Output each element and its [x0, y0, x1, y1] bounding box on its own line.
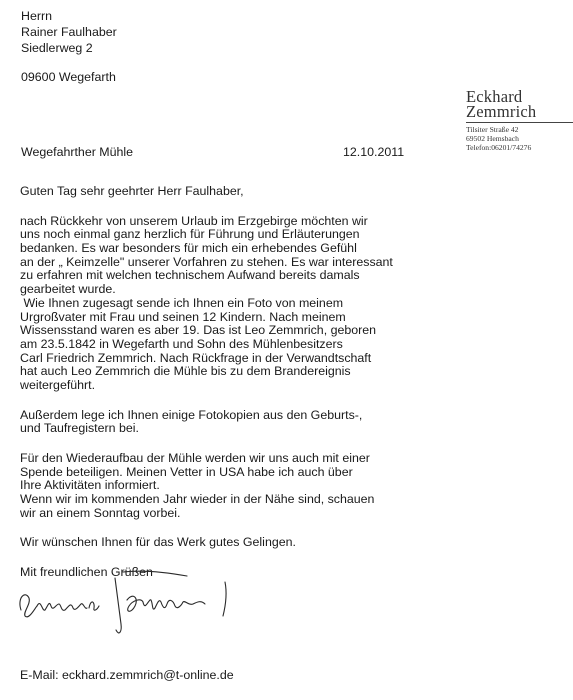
body-line: Spende beteiligen. Meinen Vetter in USA habe ich auch über — [20, 464, 353, 479]
recipient-name: Rainer Faulhaber — [21, 25, 117, 39]
letterhead-first-name: Eckhard — [466, 87, 523, 106]
paragraph-2 — [20, 409, 393, 436]
body-line: Außerdem lege ich Ihnen einige Fotokopien aus den Geburts-, — [20, 407, 363, 422]
letterhead-street: Tilsiter Straße 42 — [466, 125, 519, 134]
body-line: Urgroßvater mit Frau und seinen 12 Kindern. Nach meinem — [20, 309, 346, 324]
paragraph-3 — [20, 452, 393, 520]
body-line: uns noch einmal ganz herzlich für Führung und Erläuterungen — [20, 227, 360, 242]
letterhead-phone: Telefon:06201/74276 — [466, 143, 532, 152]
closing-line: Mit freundlichen Grüßen — [20, 565, 153, 580]
sender-email: E-Mail: eckhard.zemmrich@t-online.de — [20, 668, 234, 682]
body-line: wir an einem Sonntag vorbei. — [20, 505, 181, 520]
handwritten-signature — [15, 568, 275, 638]
body-line: Wenn wir im kommenden Jahr wieder in der Nähe sind, schauen — [20, 492, 375, 507]
letter-body — [20, 185, 393, 580]
body-line: Carl Friedrich Zemmrich. Nach Rückfrage in der Verwandtschaft — [20, 350, 372, 365]
body-line: und Taufregistern bei. — [20, 421, 139, 436]
recipient-city: 09600 Wegefarth — [21, 70, 116, 84]
recipient-salutation: Herrn — [21, 9, 52, 23]
body-line: am 23.5.1842 in Wegefarth und Sohn des Mühlenbesitzers — [20, 336, 343, 351]
body-line: gearbeitet wurde. — [20, 282, 116, 297]
body-line: hat auch Leo Zemmrich die Mühle bis zu dem Brandereignis — [20, 364, 351, 379]
letter-subject: Wegefahrther Mühle — [21, 145, 134, 159]
body-line: bedanken. Es war besonders für mich ein erhebendes Gefühl — [20, 241, 357, 256]
recipient-address — [21, 8, 117, 85]
body-line: Ihre Aktivitäten informiert. — [20, 478, 160, 493]
letter-date: 12.10.2011 — [343, 145, 405, 159]
recipient-street: Siedlerweg 2 — [21, 41, 93, 55]
wishes-line: Wir wünschen Ihnen für das Werk gutes Gelingen. — [20, 535, 296, 550]
body-line: zu erfahren mit welchen technischem Aufwand bereits damals — [20, 268, 360, 283]
body-line: Für den Wiederaufbau der Mühle werden wir uns auch mit einer — [20, 451, 370, 465]
greeting: Guten Tag sehr geehrter Herr Faulhaber, — [20, 184, 244, 198]
body-line: an der „ Keimzelle" unserer Vorfahren zu stehen. Es war interessant — [20, 254, 393, 269]
paragraph-1 — [20, 215, 393, 393]
letterhead-rule — [466, 122, 573, 123]
body-line: weitergeführt. — [20, 377, 96, 392]
body-line: Wissensstand waren es aber 19. Das ist Leo Zemmrich, geboren — [20, 323, 377, 338]
sender-letterhead — [466, 87, 537, 152]
letterhead-last-name: Zemmrich — [466, 102, 537, 121]
body-line: Wie Ihnen zugesagt sende ich Ihnen ein Foto von meinem — [20, 295, 344, 310]
letterhead-city: 69502 Hemsbach — [466, 134, 519, 143]
body-line: nach Rückkehr von unserem Urlaub im Erzgebirge möchten wir — [20, 213, 368, 228]
